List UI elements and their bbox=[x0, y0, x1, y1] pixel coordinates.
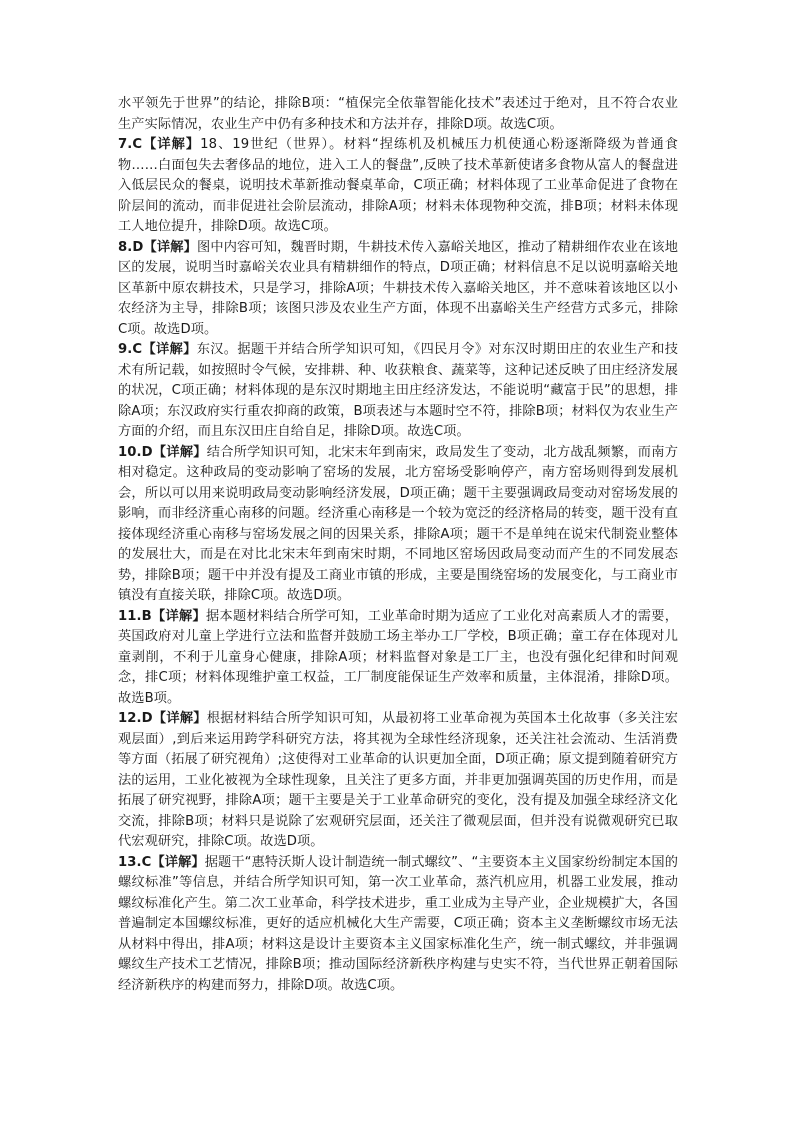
paragraph-text: 东汉。据题干并结合所学知识可知，《四民月令》对东汉时期田庄的农业生产和技术有所记载，如按照时令气候，安排耕、种、收获粮食、蔬菜等，这种记述反映了田庄经济发展的状况，C项正确；材料体现的是东汉时期地主田庄经济发达，不能说明“藏富于民”的思想，排除A项；东汉政府实行重农抑商的政策，B项表述与本题时空不符，排除B项；材料仅为农业生产方面的介绍，而且东汉田庄自给自足，排除D项。故选C项。 bbox=[118, 342, 678, 439]
answer-explanation-page bbox=[118, 94, 678, 996]
answer-9 bbox=[118, 340, 678, 443]
paragraph-text: 18、19世纪（世界）。材料“捏练机及机械压力机使通心粉逐渐降级为普通食物……白面包失去奢侈品的地位，进入工人的餐盘”,反映了技术革新使诸多食物从富人的餐盘进入低层民众的餐桌，说明技术革新推动餐桌革命，C项正确；材料体现了工业革命促进了食物在阶层间的流动，而非促进社会阶层流动，排除A项；材料未体现物种交流，排B项；材料未体现工人地位提升，排除D项。故选C项。 bbox=[118, 137, 678, 234]
explanation-tag: 【详解】 bbox=[152, 444, 207, 460]
paragraph-text: 据本题材料结合所学可知，工业革命时期为适应了工业化对高素质人才的需要，英国政府对儿童上学进行立法和监督并鼓励工场主举办工厂学校，B项正确；童工存在体现对儿童剥削，不利于儿童身心健康，排除A项；材料监督对象是工厂主，也没有强化纪律和时间观念，排C项；材料体现维护童工权益，工厂制度能保证生产效率和质量，主体混淆，排除D项。故选B项。 bbox=[118, 608, 678, 706]
answer-10 bbox=[118, 443, 678, 607]
answer-number: 9.C bbox=[118, 342, 143, 357]
answer-number: 12.D bbox=[118, 711, 153, 726]
paragraph-text: 水平领先于世界”的结论，排除B项：“植保完全依靠智能化技术”表述过于绝对，且不符合农业生产实际情况，农业生产中仍有多种技术和方法并存，排除D项。故选C项。 bbox=[118, 96, 678, 132]
answer-7 bbox=[118, 135, 678, 238]
answer-number: 7.C bbox=[118, 137, 143, 152]
answer-13 bbox=[118, 853, 678, 997]
paragraph-text: 据题干“惠特沃斯人设计制造统一制式螺纹”、“主要资本主义国家纷纷制定本国的螺纹标准”等信息，并结合所学知识可知，第一次工业革命，蒸汽机应用，机器工业发展，推动螺纹标准化产生。第二次工业革命，科学技术进步，重工业成为主导产业，企业规模扩大，各国普遍制定本国螺纹标准，更好的适应机械化大生产需要，C项正确；资本主义垄断螺纹市场无法从材料中得出，排A项；材料这是设计主要资本主义国家标准化生产，统一制式螺纹，并非强调螺纹生产技术工艺情况，排除B项；推动国际经济新秩序构建与史实不符，当代世界正朝着国际经济新秩序的构建而努力，排除D项。故选C项。 bbox=[118, 854, 678, 993]
answer-number: 8.D bbox=[118, 239, 144, 255]
explanation-tag: 【详解】 bbox=[142, 342, 197, 357]
explanation-tag: 【详解】 bbox=[143, 239, 197, 255]
answer-number: 13.C bbox=[118, 854, 152, 870]
answer-number: 10.D bbox=[118, 444, 153, 460]
paragraph-text: 图中内容可知，魏晋时期，牛耕技术传入嘉峪关地区，推动了精耕细作农业在该地区的发展，说明当时嘉峪关农业具有精耕细作的特点，D项正确；材料信息不足以说明嘉峪关地区革新中原农耕技术，只是学习，排除A项；牛耕技术传入嘉峪关地区，并不意味着该地区以小农经济为主导，排除B项；该图只涉及农业生产方面，体现不出嘉峪关生产经营方式多元，排除C项。故选D项。 bbox=[118, 239, 678, 337]
answer-number: 11.B bbox=[118, 608, 152, 624]
explanation-tag: 【详解】 bbox=[151, 608, 206, 624]
explanation-tag: 【详解】 bbox=[142, 137, 201, 152]
paragraph-text: 根据材料结合所学知识可知，从最初将工业革命视为英国本土化故事（多关注宏观层面）,到后来运用跨学科研究方法，将其视为全球性经济现象，还关注社会流动、生活消费等方面（拓展了研究视角）;这使得对工业革命的认识更加全面，D项正确；原文提到随着研究方法的运用，工业化被视为全球性现象，且关注了更多方面，并非更加强调英国的历史作用，而是拓展了研究视野，排除A项；题干主要是关于工业革命研究的变化，没有提及加强全球经济文化交流，排除B项；材料只是说除了宏观研究层面，还关注了微观层面，但并没有说微观研究已取代宏观研究，排除C项。故选D项。 bbox=[118, 711, 678, 849]
paragraph-text: 结合所学知识可知，北宋末年到南宋，政局发生了变动，北方战乱频繁，而南方相对稳定。这种政局的变动影响了窑场的发展，北方窑场受影响停产，南方窑场则得到发展机会，所以可以用来说明政局变动影响经济发展，D项正确；题干主要强调政局变动对窑场发展的影响，而非经济重心南移的问题。经济重心南移是一个较为宽泛的经济格局的转变，题干没有直接体现经济重心南移与窑场发展之间的因果关系，排除A项；题干不是单纯在说宋代制瓷业整体的发展壮大，而是在对比北宋末年到南宋时期，不同地区窑场因政局变动而产生的不同发展态势，排除B项；题干中并没有提及工商业市镇的形成，主要是围绕窑场的发展变化，与工商业市镇没有直接关联，排除C项。故选D项。 bbox=[118, 444, 678, 603]
explanation-tag: 【详解】 bbox=[152, 711, 207, 726]
answer-12 bbox=[118, 709, 678, 853]
explanation-tag: 【详解】 bbox=[151, 854, 205, 870]
answer-8 bbox=[118, 238, 678, 341]
answer-11 bbox=[118, 607, 678, 710]
paragraph-continued bbox=[118, 94, 678, 135]
